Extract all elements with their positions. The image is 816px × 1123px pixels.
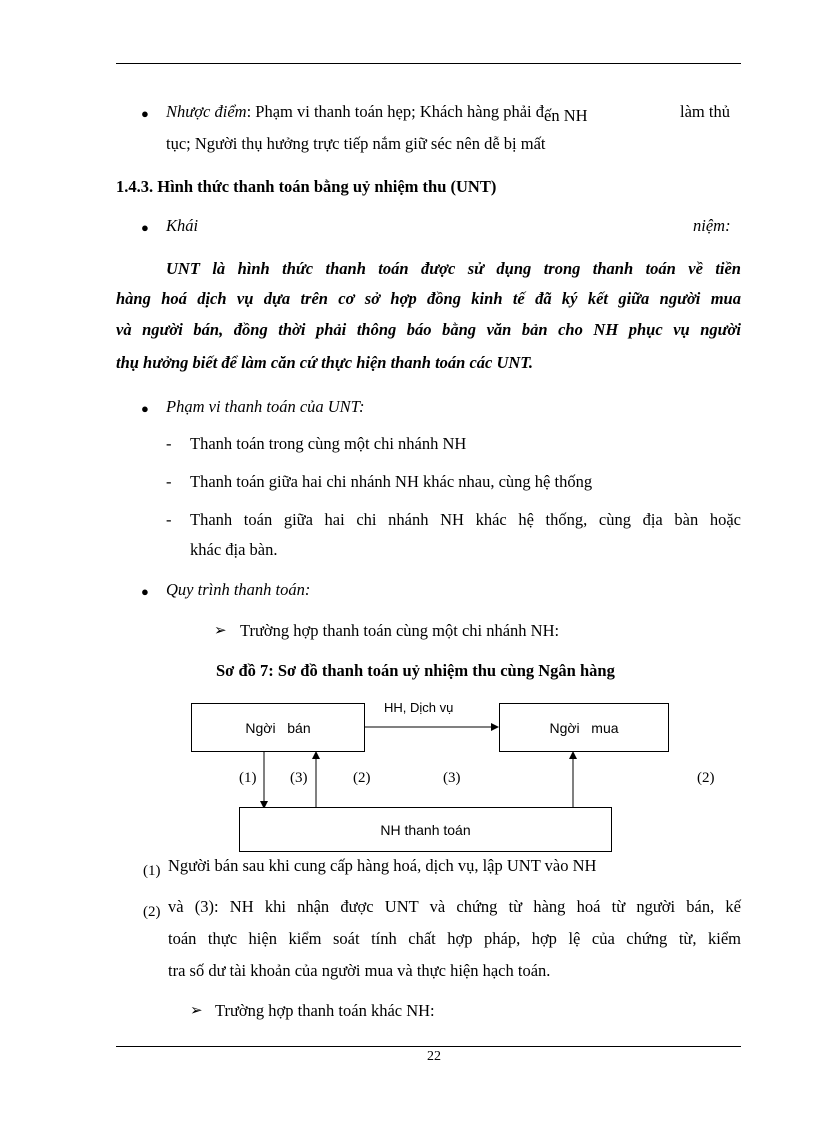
bank-box: [239, 807, 612, 852]
arrow-bullet-icon: ➢: [190, 1001, 203, 1019]
flow-label-2a: (2): [353, 770, 371, 786]
disadvantage-end: làm thủ: [680, 102, 730, 121]
scope-item-2: Thanh toán giữa hai chi nhánh NH khác nhau, cùng hệ thống: [190, 472, 593, 491]
disadvantage-term: Nhược điểm: [166, 102, 247, 121]
arrow-bullet-icon: ➢: [214, 621, 227, 639]
definition-line-3: và người bán, đồng thời phải thông báo bằng văn bản cho NH phục vụ người: [116, 320, 741, 339]
buyer-box: [499, 703, 669, 752]
flow-label-3a: (3): [290, 770, 308, 786]
disadvantage-line-2: tục; Người thụ hưởng trực tiếp nắm giữ séc nên dễ bị mất: [166, 134, 546, 153]
scope-title: Phạm vi thanh toán của UNT:: [166, 397, 365, 416]
definition-line-1: UNT là hình thức thanh toán được sử dụng trong thanh toán về tiền: [166, 259, 741, 278]
note-1-marker: (1): [143, 863, 161, 879]
bullet-icon: ●: [141, 401, 149, 416]
bullet-icon: ●: [141, 220, 149, 235]
flow-label-1: (1): [239, 770, 257, 786]
disadvantage-sub: ến NH: [544, 106, 588, 125]
disadvantage-text: : Phạm vi thanh toán hẹp; Khách hàng phải đ: [246, 102, 544, 121]
seller-label: Ngời bán: [245, 719, 311, 736]
scope-item-3-cont: khác địa bàn.: [190, 540, 278, 559]
definition-term-left: Khái: [166, 216, 199, 235]
dash-icon: -: [166, 472, 172, 491]
buyer-label: Ngời mua: [549, 719, 619, 736]
process-title: Quy trình thanh toán:: [166, 580, 311, 599]
definition-line-2: hàng hoá dịch vụ dựa trên cơ sở hợp đồng kinh tế đã ký kết giữa người mua: [116, 289, 741, 308]
scope-item-1: Thanh toán trong cùng một chi nhánh NH: [190, 434, 467, 453]
dash-icon: -: [166, 434, 172, 453]
disadvantage-line-1: [166, 102, 588, 125]
seller-box: [191, 703, 365, 752]
bullet-icon: ●: [141, 584, 149, 599]
flow-label-2b: (2): [697, 770, 715, 786]
scope-item-3: Thanh toán giữa hai chi nhánh NH khác hệ thống, cùng địa bàn hoặc: [190, 510, 741, 529]
note-2-line-2: toán thực hiện kiểm soát tính chất hợp pháp, hợp lệ của chứng từ, kiểm: [168, 929, 741, 948]
definition-line-4: thụ hưởng biết để làm căn cứ thực hiện thanh toán các UNT.: [116, 353, 533, 372]
header-rule: [116, 63, 741, 64]
page-number: 22: [427, 1049, 441, 1064]
case-same-branch: Trường hợp thanh toán cùng một chi nhánh NH:: [240, 621, 560, 640]
flow-label-3b: (3): [443, 770, 461, 786]
note-2-line-3: tra số dư tài khoản của người mua và thực hiện hạch toán.: [168, 961, 551, 980]
diagram-title: Sơ đồ 7: Sơ đồ thanh toán uỷ nhiệm thu cùng Ngân hàng: [216, 661, 615, 680]
bank-label: NH thanh toán: [380, 821, 471, 838]
note-1-text: Người bán sau khi cung cấp hàng hoá, dịch vụ, lập UNT vào NH: [168, 856, 597, 875]
dash-icon: -: [166, 510, 172, 529]
footer-rule: [116, 1046, 741, 1047]
bullet-icon: ●: [141, 106, 149, 121]
definition-term-right: niệm:: [693, 216, 731, 235]
section-heading: 1.4.3. Hình thức thanh toán bằng uỷ nhiệm thu (UNT): [116, 177, 497, 196]
note-2-marker: (2): [143, 904, 161, 920]
note-2-line-1: và (3): NH khi nhận được UNT và chứng từ hàng hoá từ người bán, kế: [168, 897, 741, 916]
case-other-bank: Trường hợp thanh toán khác NH:: [215, 1001, 435, 1020]
goods-label: HH, Dịch vụ: [384, 700, 454, 715]
